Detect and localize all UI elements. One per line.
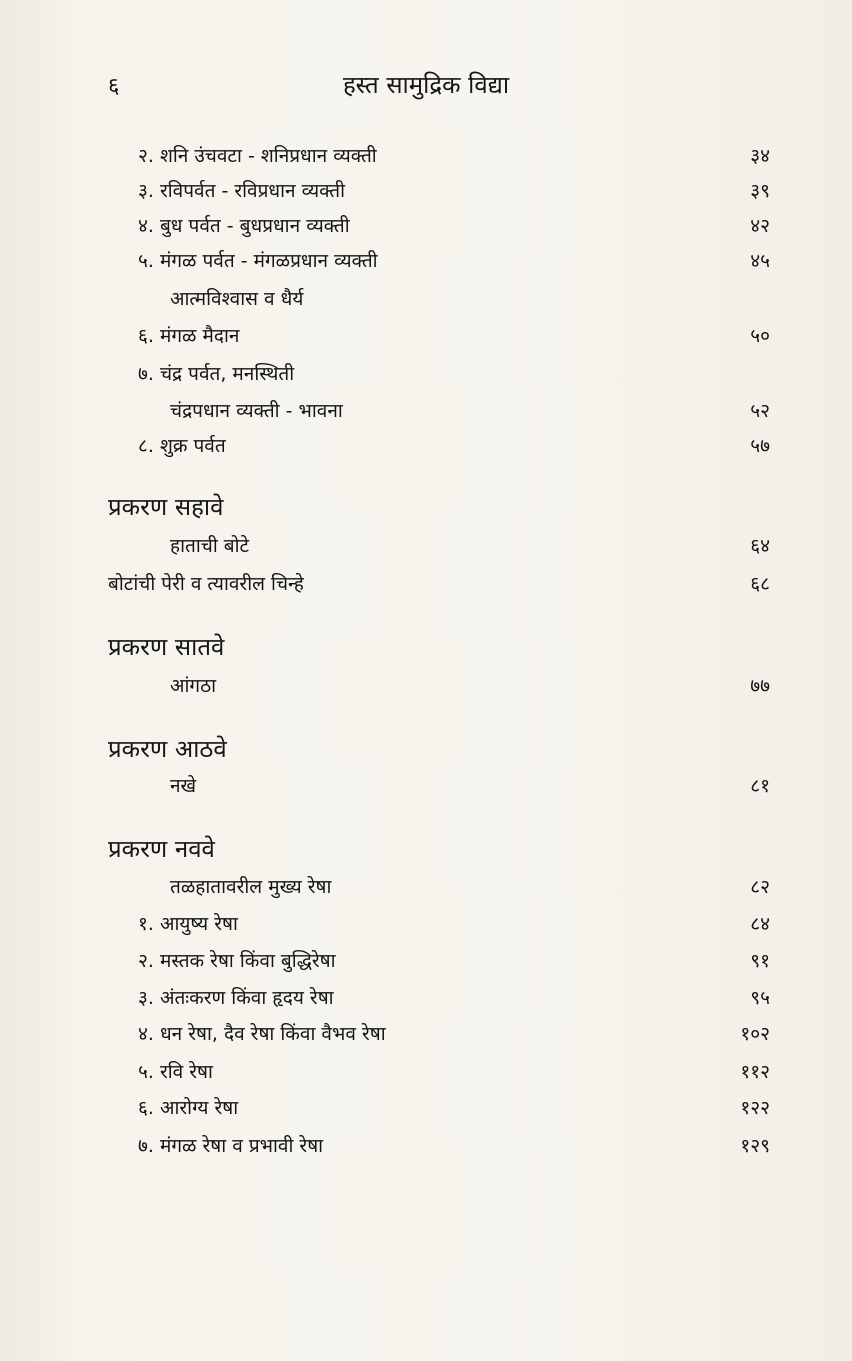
toc-entry <box>0 772 852 806</box>
toc-entry-page: ९१ <box>750 950 770 972</box>
toc-entry <box>0 247 852 281</box>
toc-entry <box>0 1058 852 1092</box>
toc-entry-text: आत्मविश्वास व धैर्य <box>170 288 304 310</box>
toc-entry-page: १२९ <box>740 1135 770 1157</box>
toc-entry-text: ७. चंद्र पर्वत, मनस्थिती <box>138 363 295 385</box>
toc-entry-page: ४२ <box>750 215 770 237</box>
toc-entry-page: ८१ <box>750 775 770 797</box>
toc-entry <box>0 1132 852 1166</box>
toc-entry-page: ८२ <box>750 876 770 898</box>
toc-entry-text: तळहातावरील मुख्य रेषा <box>170 876 332 898</box>
page-number: ६ <box>108 74 120 99</box>
toc-entry-text: बोटांची पेरी व त्यावरील चिन्हे <box>108 573 304 595</box>
chapter-heading: प्रकरण सातवे <box>108 633 225 661</box>
toc-entry <box>0 177 852 211</box>
toc-entry-text: २. मस्तक रेषा किंवा बुद्धिरेषा <box>138 950 336 972</box>
toc-entry <box>0 532 852 566</box>
toc-entry-text: ७. मंगळ रेषा व प्रभावी रेषा <box>138 1135 324 1157</box>
toc-entry-text: आंगठा <box>170 675 217 697</box>
toc-entry-text: २. शनि उंचवटा - शनिप्रधान व्यक्ती <box>138 145 377 167</box>
toc-entry-page: ११२ <box>740 1061 770 1083</box>
toc-entry-text: ६. मंगळ मैदान <box>138 325 240 347</box>
toc-entry <box>0 947 852 981</box>
toc-entry <box>0 212 852 246</box>
toc-entry-page: १२२ <box>740 1097 770 1119</box>
toc-entry-text: ६. आरोग्य रेषा <box>138 1097 239 1119</box>
toc-entry <box>0 322 852 356</box>
toc-entry-text: ५. मंगळ पर्वत - मंगळप्रधान व्यक्ती <box>138 250 378 272</box>
toc-entry-page: १०२ <box>740 1023 770 1045</box>
running-title: हस्त सामुद्रिक विद्या <box>342 71 510 99</box>
toc-entry-page: ५० <box>750 325 770 347</box>
toc-entry-page: ७७ <box>750 675 770 697</box>
toc-entry <box>0 910 852 944</box>
toc-entry-page: ५७ <box>750 435 770 457</box>
toc-entry-text: ८. शुक्र पर्वत <box>138 435 226 457</box>
toc-entry-text: नखे <box>170 775 197 797</box>
toc-entry <box>0 397 852 431</box>
toc-entry <box>0 873 852 907</box>
toc-entry-text: १. आयुष्य रेषा <box>138 913 238 935</box>
toc-entry <box>0 360 852 394</box>
toc-entry <box>0 432 852 466</box>
toc-entry-page: ६८ <box>750 573 770 595</box>
toc-entry <box>0 142 852 176</box>
toc-entry-page: ४५ <box>750 250 770 272</box>
toc-entry-page: ३४ <box>750 145 770 167</box>
toc-entry-text: ४. धन रेषा, दैव रेषा किंवा वैभव रेषा <box>138 1023 386 1045</box>
toc-entry <box>0 570 852 604</box>
toc-entry-page: ६४ <box>750 535 770 557</box>
toc-entry <box>0 672 852 706</box>
toc-entry-text: ४. बुध पर्वत - बुधप्रधान व्यक्ती <box>138 215 350 237</box>
chapter-heading: प्रकरण आठवे <box>108 735 227 763</box>
toc-entry-page: ५२ <box>750 400 770 422</box>
toc-entry <box>0 1020 852 1054</box>
toc-entry-text: चंद्रपधान व्यक्ती - भावना <box>170 400 343 422</box>
toc-entry <box>0 1094 852 1128</box>
toc-entry-page: ९५ <box>750 987 770 1009</box>
toc-entry-text: हाताची बोटे <box>170 535 250 557</box>
toc-entry-page: ३९ <box>750 180 770 202</box>
toc-entry <box>0 984 852 1018</box>
toc-entry-page: ८४ <box>750 913 770 935</box>
toc-entry-text: ५. रवि रेषा <box>138 1061 213 1083</box>
chapter-heading: प्रकरण सहावे <box>108 493 224 521</box>
toc-entry <box>0 285 852 319</box>
chapter-heading: प्रकरण नववे <box>108 835 215 863</box>
toc-entry-text: ३. अंतःकरण किंवा हृदय रेषा <box>138 987 334 1009</box>
toc-entry-text: ३. रविपर्वत - रविप्रधान व्यक्ती <box>138 180 346 202</box>
